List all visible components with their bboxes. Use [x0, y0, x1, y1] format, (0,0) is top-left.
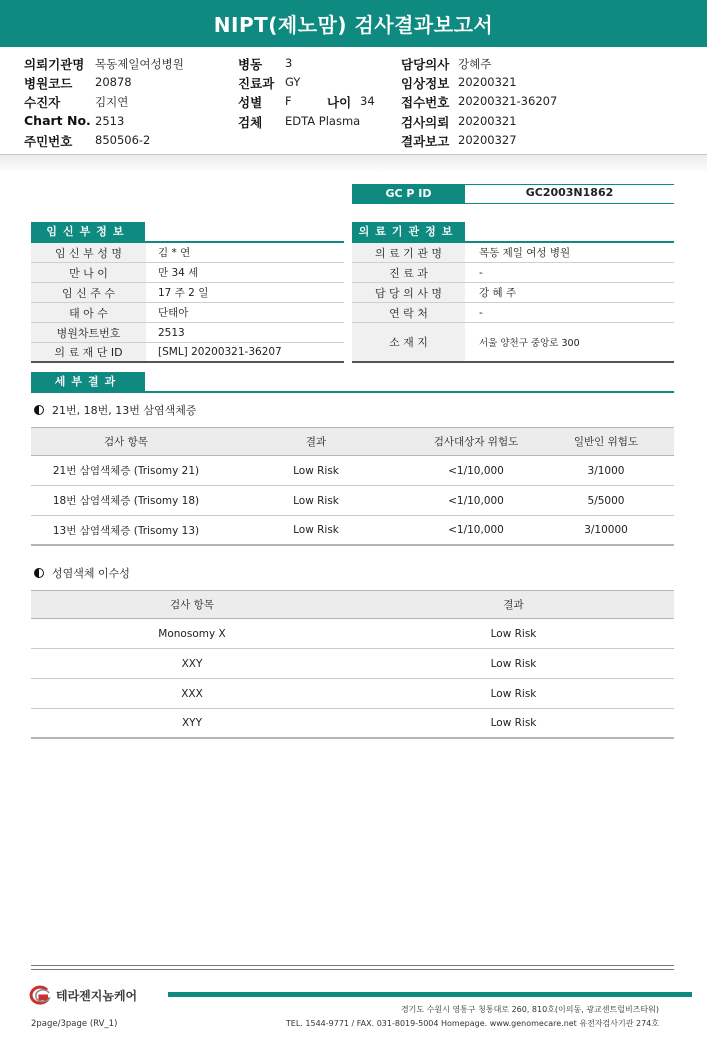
- gcp-id-label: GC P ID: [352, 184, 465, 204]
- doctor-value: 강혜주: [458, 57, 492, 71]
- specimen-label: 검체: [238, 115, 263, 130]
- hospital-value: 목동제일여성병원: [95, 57, 184, 71]
- receipt-no-value: 20200321-36207: [458, 94, 558, 108]
- clinical-info-value: 20200321: [458, 75, 517, 89]
- table-row: [31, 619, 674, 649]
- specimen-value: EDTA Plasma: [285, 114, 361, 128]
- institution-info-tab: 의료기관정보: [352, 222, 465, 242]
- institution-row-value: -: [479, 306, 483, 319]
- result-cell: Low Risk: [293, 464, 339, 477]
- col-header-general-risk: 일반인 위험도: [573, 436, 639, 448]
- institution-row: [352, 283, 674, 303]
- hospital-code-label: 병원코드: [24, 76, 73, 91]
- pregnant-row-label: 병원차트번호: [31, 323, 146, 342]
- trisomy-subtitle: [34, 402, 196, 418]
- general-risk-cell: 5/5000: [587, 494, 625, 507]
- col-header-test-item: 검사 항목: [170, 599, 214, 611]
- half-circle-icon: [34, 568, 44, 578]
- table-row: [31, 679, 674, 709]
- col-header-result: 결과: [503, 599, 524, 611]
- page-number: 2page/3page (RV_1): [31, 1019, 118, 1029]
- test-item-cell: XXX: [181, 687, 203, 700]
- table-row: [31, 456, 674, 486]
- header-col2: [238, 55, 388, 130]
- patient-value: 김지연: [95, 95, 129, 109]
- footer-divider: [31, 965, 674, 966]
- pregnant-row-label: 임 신 주 수: [31, 283, 146, 302]
- institution-row-value: -: [479, 266, 483, 279]
- institution-row-value: 목동 제일 여성 병원: [479, 247, 571, 259]
- age-label: 나이: [327, 95, 352, 110]
- institution-row-value: 서울 양천구 중앙로 300: [479, 338, 580, 349]
- half-circle-icon: [34, 405, 44, 415]
- result-report-label: 결과보고: [401, 134, 450, 149]
- institution-row: [352, 243, 674, 263]
- table-row: [31, 486, 674, 516]
- test-item-cell: Monosomy X: [158, 627, 226, 640]
- sex-chrom-subtitle: [34, 565, 130, 581]
- pregnant-row: [31, 243, 344, 263]
- sex-chrom-table-header: [31, 590, 674, 619]
- sex-chrom-table: [31, 590, 674, 740]
- col-header-test-item: 검사 항목: [104, 436, 148, 448]
- footer-divider: [31, 969, 674, 970]
- gcp-id-box: [352, 184, 674, 204]
- detail-results-tab: 세부결과: [31, 372, 145, 392]
- test-request-label: 검사의뢰: [401, 115, 450, 130]
- trisomy-subtitle-text: 21번, 18번, 13번 삼염색체증: [52, 404, 197, 417]
- institution-row-value: 강 혜 주: [479, 287, 517, 299]
- result-cell: Low Risk: [490, 687, 537, 700]
- col-header-result: 결과: [305, 436, 327, 448]
- ward-value: 3: [285, 56, 293, 70]
- institution-row-label: 의 료 기 관 명: [352, 243, 465, 262]
- result-report-value: 20200327: [458, 133, 517, 147]
- header-shadow: [0, 155, 707, 173]
- report-title: NIPT(제노맘) 검사결과보고서: [213, 13, 494, 37]
- pregnant-info-tab: 임신부정보: [31, 222, 145, 242]
- institution-row-label: 소 재 지: [352, 323, 465, 361]
- institution-row: [352, 303, 674, 323]
- pregnant-row-value: 만 34 세: [158, 267, 199, 279]
- institution-row: [352, 323, 674, 363]
- result-cell: Low Risk: [490, 717, 537, 729]
- header-col1: [24, 55, 224, 149]
- department-value: GY: [285, 75, 301, 89]
- pregnant-row-label: 태 아 수: [31, 303, 146, 322]
- age-value: 34: [360, 94, 375, 108]
- gcp-id-value: GC2003N1862: [525, 186, 614, 199]
- hospital-label: 의뢰기관명: [24, 57, 85, 72]
- pregnant-row: [31, 263, 344, 283]
- general-risk-cell: 3/1000: [587, 464, 625, 477]
- sex-value: F: [285, 94, 292, 108]
- hospital-code-value: 20878: [95, 75, 132, 89]
- institution-row-label: 담 당 의 사 명: [352, 283, 465, 302]
- department-label: 진료과: [238, 76, 275, 91]
- doctor-label: 담당의사: [401, 57, 450, 72]
- sex-chrom-subtitle-text: 성염색체 이수성: [52, 567, 130, 580]
- table-row: [31, 649, 674, 679]
- resident-no-label: 주민번호: [24, 134, 73, 149]
- test-item-cell: XXY: [181, 657, 203, 670]
- chart-no-label: Chart No.: [24, 113, 91, 128]
- institution-row: [352, 263, 674, 283]
- result-cell: Low Risk: [490, 627, 537, 640]
- subject-risk-cell: <1/10,000: [448, 524, 504, 536]
- detail-results-line: [31, 391, 674, 393]
- test-request-value: 20200321: [458, 114, 517, 128]
- result-cell: Low Risk: [293, 494, 339, 507]
- patient-label: 수진자: [24, 95, 61, 110]
- pregnant-row: [31, 303, 344, 323]
- general-risk-cell: 3/10000: [584, 524, 628, 536]
- subject-risk-cell: <1/10,000: [448, 464, 504, 477]
- col-header-subject-risk: 검사대상자 위험도: [433, 436, 519, 448]
- test-item-cell: XYY: [181, 717, 203, 729]
- result-cell: Low Risk: [293, 524, 339, 536]
- pregnant-row-value: 김 * 연: [158, 247, 191, 259]
- pregnant-row-value: 17 주 2 일: [158, 287, 209, 299]
- table-row: [31, 709, 674, 739]
- pregnant-row: [31, 323, 344, 343]
- pregnant-row-label: 만 나 이: [31, 263, 146, 282]
- resident-no-value: 850506-2: [95, 133, 151, 147]
- clinical-info-label: 임상정보: [401, 76, 450, 91]
- chart-no-value: 2513: [95, 114, 125, 128]
- pregnant-row: [31, 283, 344, 303]
- test-item-cell: 21번 삼염색체증 (Trisomy 21): [52, 465, 200, 477]
- header-col3: [401, 55, 601, 149]
- sex-label: 성별: [238, 95, 263, 110]
- test-item-cell: 18번 삼염색체증 (Trisomy 18): [52, 495, 200, 507]
- institution-row-label: 진 료 과: [352, 263, 465, 282]
- pregnant-row-value: 단태아: [158, 307, 189, 319]
- pregnant-row-label: 의 료 재 단 ID: [31, 343, 146, 361]
- pregnant-row-value: 2513: [158, 326, 185, 339]
- footer-contact: TEL. 1544-9771 / FAX. 031-8019-5004 Homepage. www.genomecare.net 유전자검사기관 274호: [285, 1019, 659, 1028]
- footer-address: 경기도 수원시 영통구 청통대로 260, 810호(이의동, 광교센트럴비즈타워): [400, 1005, 659, 1014]
- pregnant-row: [31, 343, 344, 363]
- result-cell: Low Risk: [490, 657, 537, 670]
- receipt-no-label: 접수번호: [401, 95, 450, 110]
- pregnant-row-value: [SML] 20200321-36207: [158, 346, 282, 358]
- trisomy-table: [31, 427, 674, 547]
- company-logo-text: 테라젠지놈케어: [56, 989, 138, 1003]
- ward-label: 병동: [238, 57, 263, 72]
- table-row: [31, 516, 674, 546]
- subject-risk-cell: <1/10,000: [448, 494, 504, 507]
- company-logo-icon: [27, 985, 51, 1005]
- trisomy-table-header: [31, 427, 674, 456]
- footer-accent-bar: [168, 992, 692, 997]
- pregnant-row-label: 임 신 부 성 명: [31, 243, 146, 262]
- institution-row-label: 연 락 처: [352, 303, 465, 322]
- test-item-cell: 13번 삼염색체증 (Trisomy 13): [52, 524, 200, 537]
